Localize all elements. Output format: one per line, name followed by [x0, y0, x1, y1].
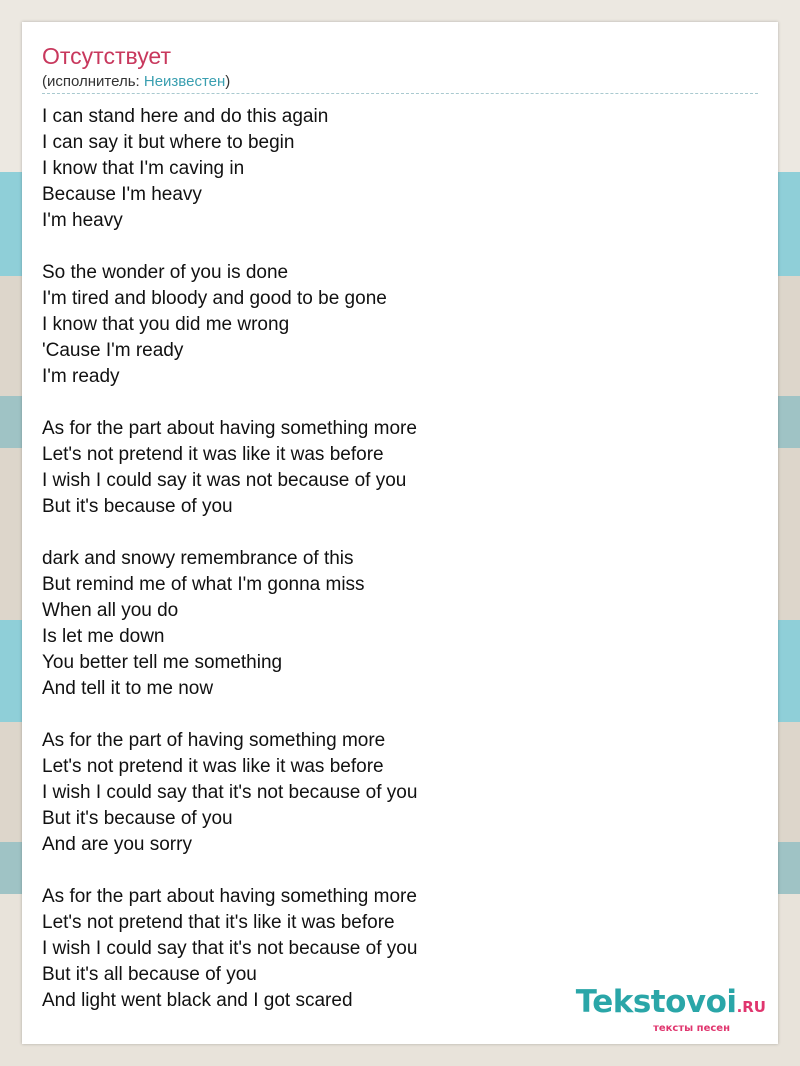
lyric-line: I can stand here and do this again	[42, 106, 329, 127]
lyric-line: I wish I could say it was not because of you	[42, 470, 407, 491]
lyric-line: And are you sorry	[42, 834, 192, 855]
lyric-line: When all you do	[42, 600, 179, 621]
lyric-line: Let's not pretend that it's like it was before	[42, 912, 395, 933]
lyric-line: I'm tired and bloody and good to be gone	[42, 288, 387, 309]
lyric-line: But remind me of what I'm gonna miss	[42, 574, 365, 595]
logo-wordmark	[576, 986, 766, 1023]
lyric-line: dark and snowy remembrance of this	[42, 548, 354, 569]
lyric-line: As for the part about having something more	[42, 418, 417, 439]
artist-link[interactable]: Неизвестен	[143, 73, 226, 90]
lyric-line: I know that I'm caving in	[42, 158, 245, 179]
artist-line	[42, 72, 230, 92]
lyric-line: Let's not pretend it was like it was before	[42, 756, 384, 777]
header-divider	[42, 93, 758, 94]
lyric-line: I know that you did me wrong	[42, 314, 290, 335]
lyric-line: I can say it but where to begin	[42, 132, 295, 153]
lyric-line: I'm heavy	[42, 210, 123, 231]
lyric-line: 'Cause I'm ready	[42, 340, 184, 361]
lyric-line: But it's all because of you	[42, 964, 257, 985]
lyric-line: And tell it to me now	[42, 678, 214, 699]
lyric-line: I wish I could say that it's not because of you	[42, 938, 418, 959]
lyric-line: As for the part of having something more	[42, 730, 386, 751]
artist-suffix: )	[225, 73, 231, 90]
logo-tld: .RU	[736, 998, 766, 1016]
song-title: Отсутствует	[42, 43, 171, 69]
lyric-line: As for the part about having something more	[42, 886, 417, 907]
lyric-line: But it's because of you	[42, 496, 233, 517]
lyrics-card	[22, 22, 778, 1044]
site-logo[interactable]	[576, 986, 766, 1034]
lyric-line: Because I'm heavy	[42, 184, 202, 205]
logo-tagline: тексты песен	[653, 1023, 730, 1034]
lyric-line: But it's because of you	[42, 808, 233, 829]
lyric-line: Is let me down	[42, 626, 165, 647]
lyric-line: You better tell me something	[42, 652, 283, 673]
lyric-line: I'm ready	[42, 366, 120, 387]
stanza-break	[42, 858, 417, 884]
lyric-line: And light went black and I got scared	[42, 990, 353, 1011]
logo-name: Tekstovoi	[575, 984, 737, 1020]
lyrics-body	[42, 104, 417, 1014]
stanza-break	[42, 390, 417, 416]
lyric-line: Let's not pretend it was like it was before	[42, 444, 384, 465]
stanza-break	[42, 702, 417, 728]
stanza-break	[42, 234, 417, 260]
lyric-line: I wish I could say that it's not because of you	[42, 782, 418, 803]
lyric-line: So the wonder of you is done	[42, 262, 289, 283]
artist-prefix: (исполнитель:	[42, 73, 144, 90]
stanza-break	[42, 520, 417, 546]
